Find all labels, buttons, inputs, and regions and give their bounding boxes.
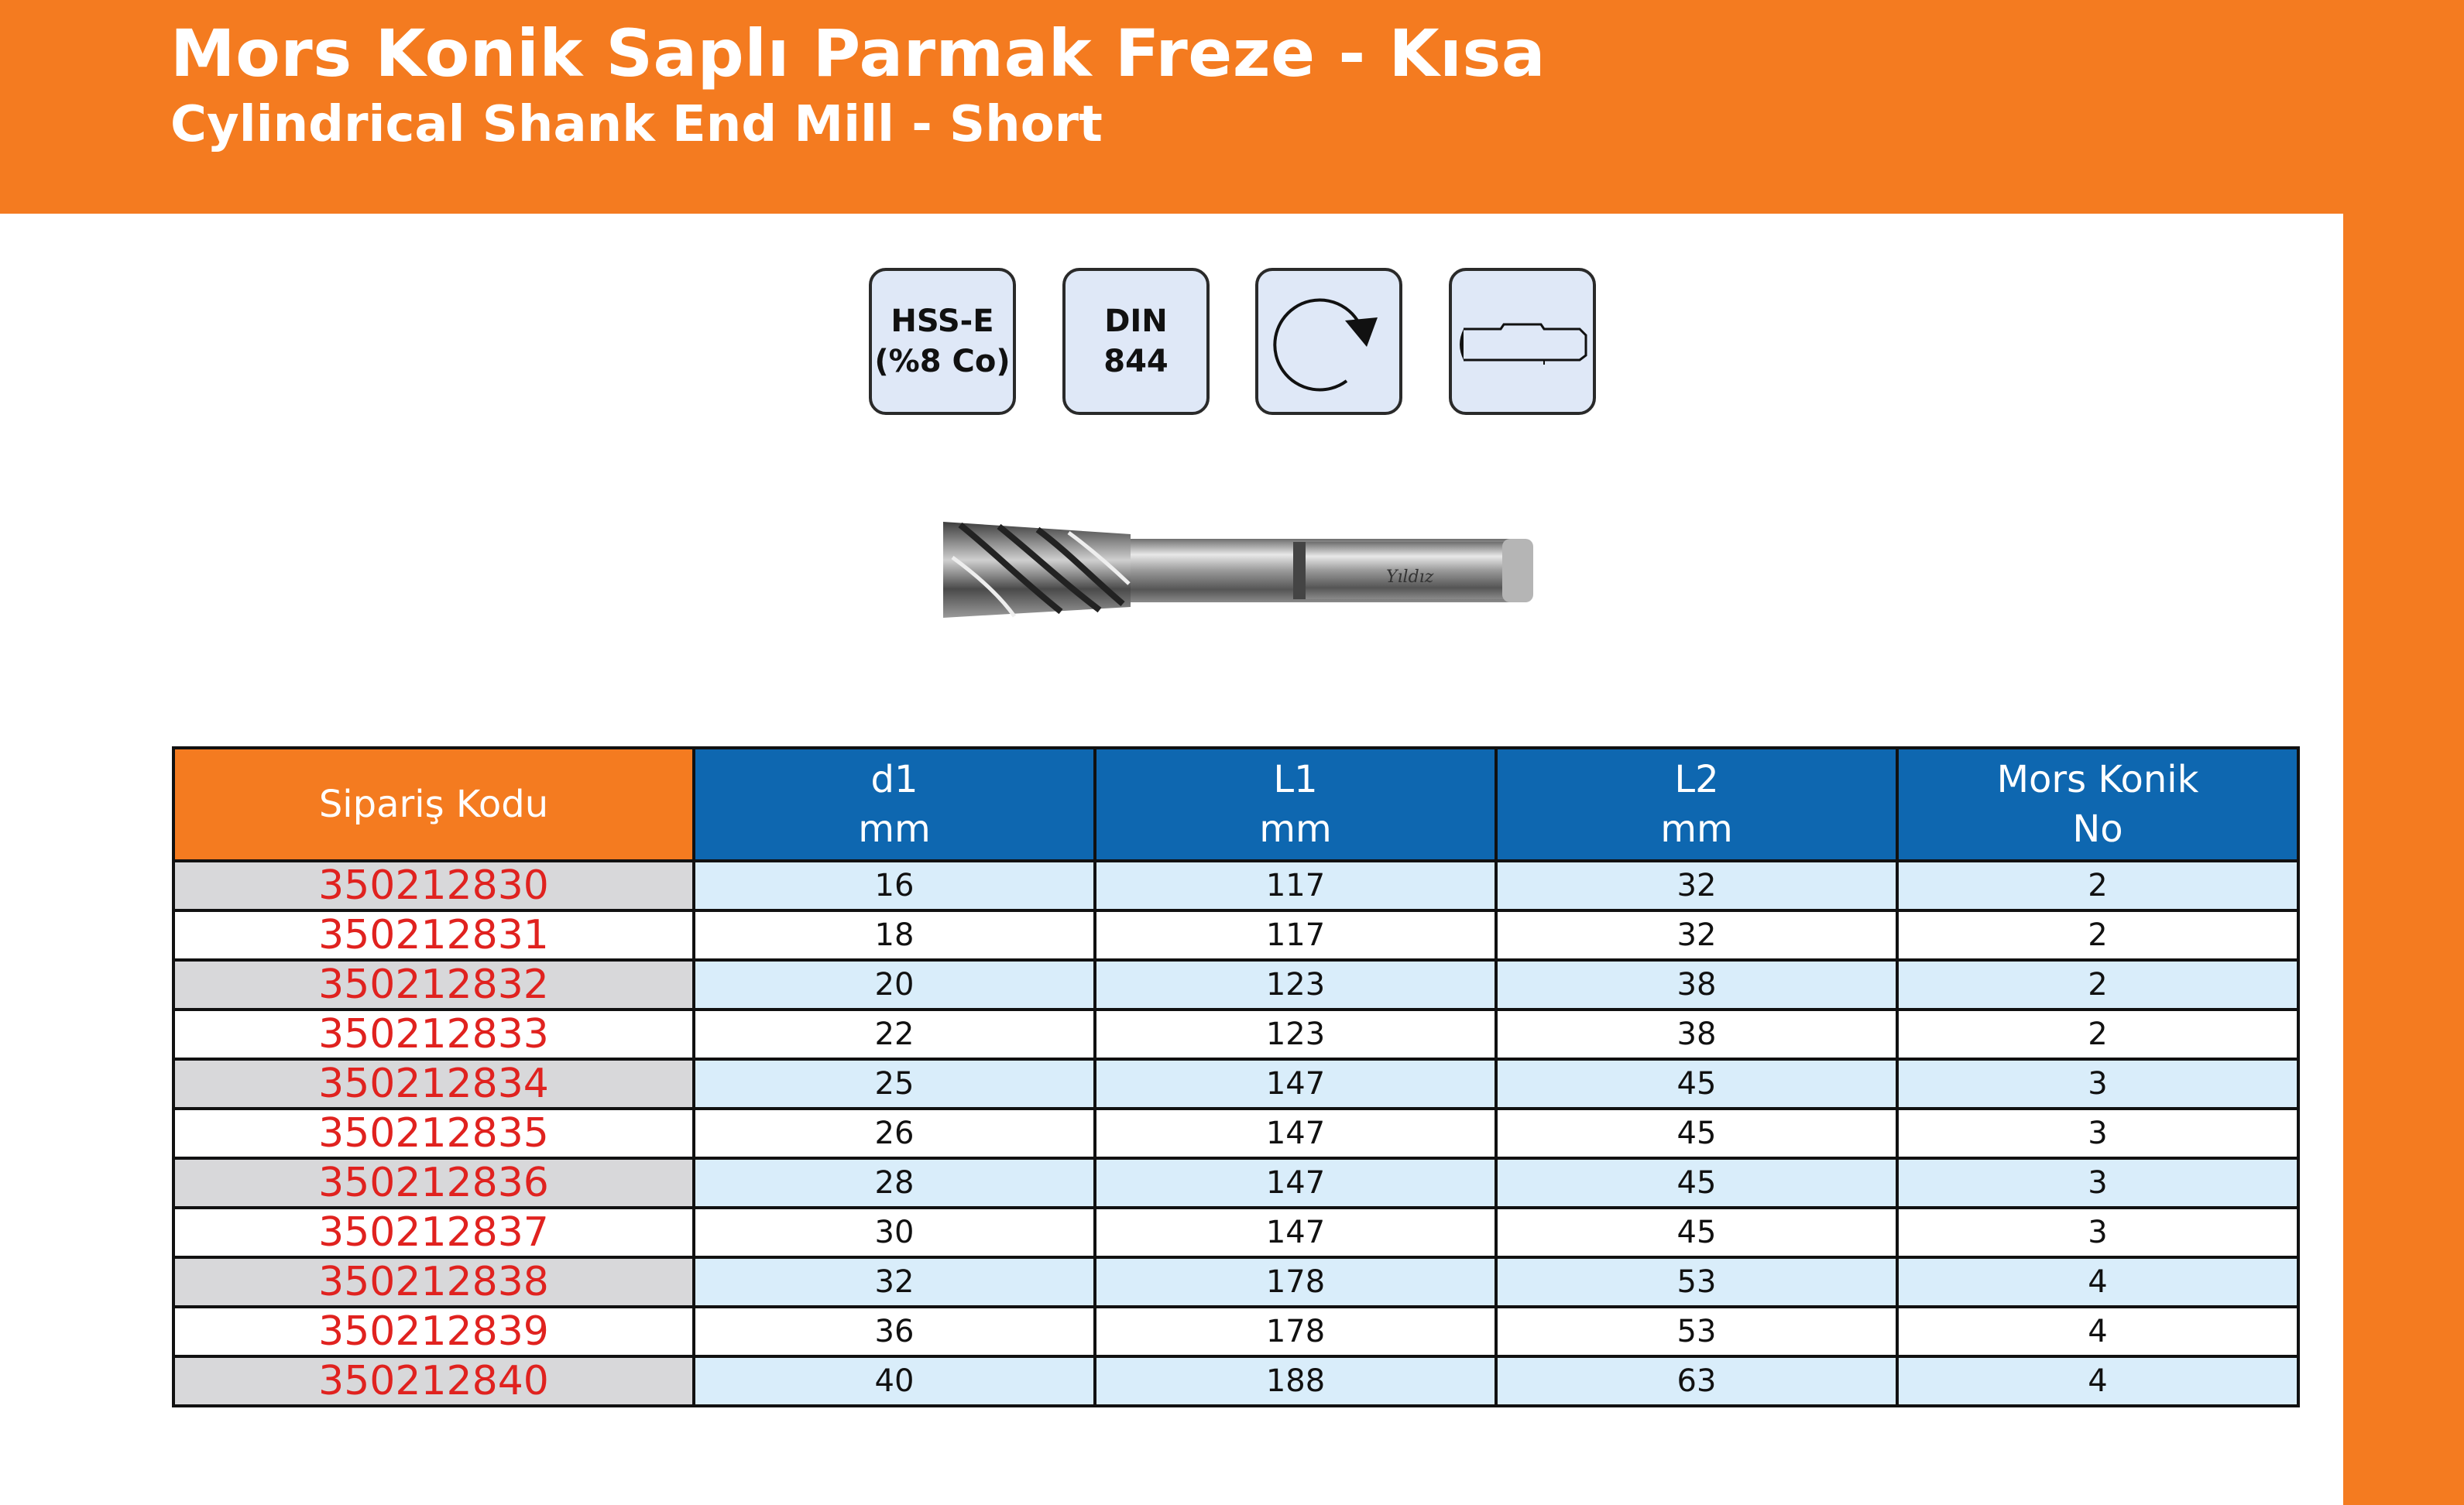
d1-cell: 28 (694, 1158, 1095, 1208)
l2-cell: 63 (1496, 1356, 1897, 1406)
morse-taper-cell: 2 (1897, 1010, 2298, 1059)
l2-cell: 45 (1496, 1158, 1897, 1208)
page-title: Mors Konik Saplı Parmak Freze - Kısa (170, 15, 1546, 91)
rotation-badge (1255, 268, 1402, 415)
morse-taper-cell: 3 (1897, 1208, 2298, 1257)
l2-cell: 32 (1496, 910, 1897, 960)
l1-cell: 147 (1095, 1158, 1496, 1208)
l1-cell: 123 (1095, 960, 1496, 1010)
morse-taper-cell: 4 (1897, 1257, 2298, 1307)
d1-cell: 32 (694, 1257, 1095, 1307)
order-code-cell: 350212830 (173, 861, 694, 910)
l1-cell: 117 (1095, 910, 1496, 960)
order-code-cell: 350212833 (173, 1010, 694, 1059)
order-code-cell: 350212837 (173, 1208, 694, 1257)
material-label: HSS-E (891, 303, 994, 339)
order-code-cell: 350212836 (173, 1158, 694, 1208)
d1-cell: 22 (694, 1010, 1095, 1059)
order-code-cell: 350212835 (173, 1109, 694, 1158)
morse-taper-cell: 2 (1897, 960, 2298, 1010)
morse-taper-cell: 4 (1897, 1356, 2298, 1406)
l1-cell: 123 (1095, 1010, 1496, 1059)
table-row (173, 1307, 2298, 1356)
l2-cell: 32 (1496, 861, 1897, 910)
side-accent-band (2343, 214, 2464, 1505)
table-row (173, 910, 2298, 960)
l1-cell: 178 (1095, 1307, 1496, 1356)
l2-cell: 53 (1496, 1307, 1897, 1356)
morse-taper-cell: 2 (1897, 910, 2298, 960)
l2-cell: 45 (1496, 1208, 1897, 1257)
d1-cell: 40 (694, 1356, 1095, 1406)
d1-cell: 18 (694, 910, 1095, 960)
order-code-cell: 350212840 (173, 1356, 694, 1406)
order-code-cell: 350212839 (173, 1307, 694, 1356)
d1-cell: 25 (694, 1059, 1095, 1109)
l1-cell: 147 (1095, 1109, 1496, 1158)
table-row (173, 1109, 2298, 1158)
d1-cell: 16 (694, 861, 1095, 910)
morse-taper-cell: 3 (1897, 1158, 2298, 1208)
table-row (173, 1059, 2298, 1109)
morse-taper-cell: 2 (1897, 861, 2298, 910)
standard-badge (1062, 268, 1210, 415)
morse-taper-cell: 3 (1897, 1059, 2298, 1109)
table-row (173, 1257, 2298, 1307)
table-header-row (173, 748, 2298, 861)
shank-badge (1449, 268, 1596, 415)
l1-cell: 117 (1095, 861, 1496, 910)
header-l1: L1 mm (1095, 748, 1496, 861)
order-code-cell: 350212831 (173, 910, 694, 960)
l1-cell: 147 (1095, 1059, 1496, 1109)
d1-cell: 20 (694, 960, 1095, 1010)
order-code-cell: 350212838 (173, 1257, 694, 1307)
l1-cell: 147 (1095, 1208, 1496, 1257)
l1-cell: 178 (1095, 1257, 1496, 1307)
l1-cell: 188 (1095, 1356, 1496, 1406)
table-row (173, 960, 2298, 1010)
order-code-cell: 350212832 (173, 960, 694, 1010)
header-l2: L2 mm (1496, 748, 1897, 861)
table-row (173, 861, 2298, 910)
table-row (173, 1010, 2298, 1059)
header-d1: d1 mm (694, 748, 1095, 861)
material-cobalt-label: (%8 Co) (874, 344, 1011, 379)
order-code-cell: 350212834 (173, 1059, 694, 1109)
d1-cell: 26 (694, 1109, 1095, 1158)
d1-cell: 30 (694, 1208, 1095, 1257)
page-subtitle: Cylindrical Shank End Mill - Short (170, 96, 1103, 153)
l2-cell: 38 (1496, 1010, 1897, 1059)
standard-label: DIN (1104, 303, 1168, 339)
d1-cell: 36 (694, 1307, 1095, 1356)
l2-cell: 53 (1496, 1257, 1897, 1307)
l2-cell: 38 (1496, 960, 1897, 1010)
clockwise-rotation-icon (1271, 283, 1387, 399)
end-mill-image (929, 503, 1541, 635)
spec-table (172, 746, 2300, 1407)
standard-number-label: 844 (1103, 344, 1169, 379)
material-badge (869, 268, 1016, 415)
header-order-code: Sipariş Kodu (173, 748, 694, 861)
table-row (173, 1356, 2298, 1406)
morse-taper-cell: 3 (1897, 1109, 2298, 1158)
morse-taper-shank-icon (1454, 303, 1591, 380)
header-morse-taper-no: Mors Konik No (1897, 748, 2298, 861)
svg-text:Yıldız: Yıldız (1386, 567, 1434, 587)
morse-taper-cell: 4 (1897, 1307, 2298, 1356)
l2-cell: 45 (1496, 1109, 1897, 1158)
table-row (173, 1158, 2298, 1208)
table-row (173, 1208, 2298, 1257)
l2-cell: 45 (1496, 1059, 1897, 1109)
